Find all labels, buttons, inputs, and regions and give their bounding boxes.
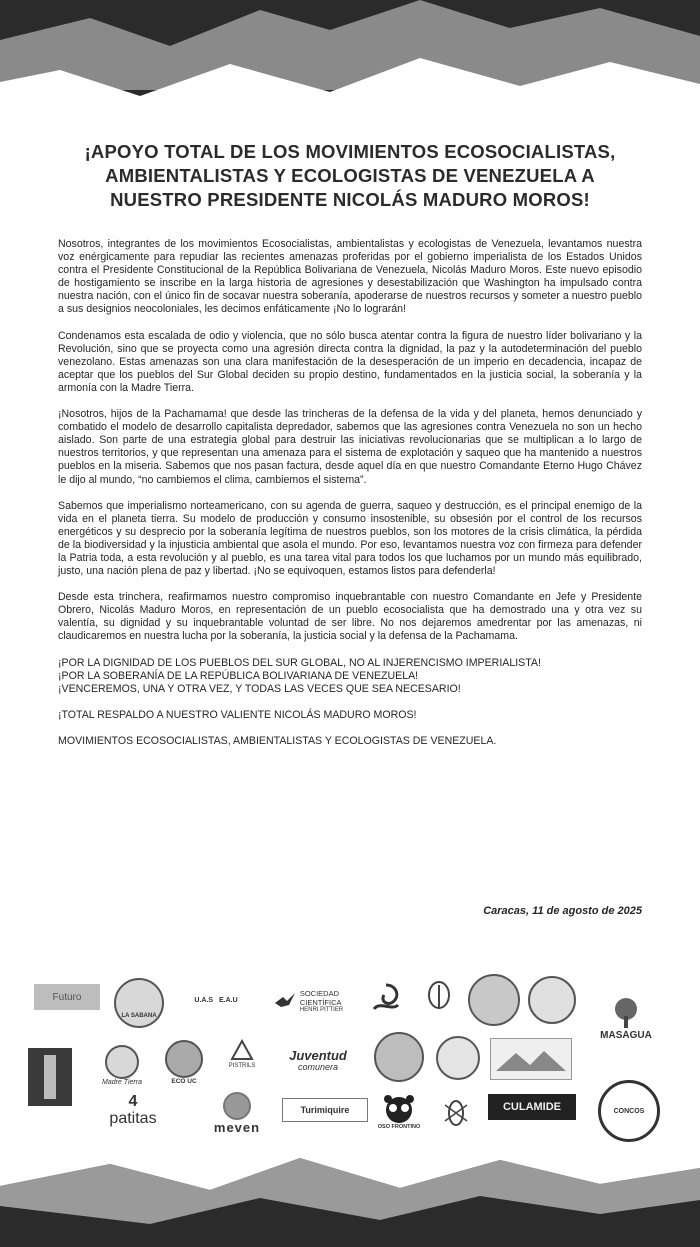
insect-icon (443, 1095, 469, 1129)
madre-tierra-logo (90, 1038, 154, 1092)
round-emblem-logo-1 (468, 974, 520, 1026)
oso-frontino-logo (374, 1086, 424, 1138)
tree-icon (609, 996, 643, 1030)
tower-photo-logo (28, 1048, 72, 1106)
round-emblem-logo-3 (374, 1032, 424, 1082)
concos-text: CONCOS (613, 1107, 645, 1115)
paragraph-4: Sabemos que imperialismo norteamericano, con su agenda de guerra, saqueo y destrucción, es el principal enemigo de la vida en el planeta tierra. Su modelo de producción y consumo insostenible, su obsesión por el control de los recursos energéticos y su desprecio por la soberanía legítima de nuestros pueblos, son los motores de la crisis climática, la pérdida de la biodiversidad y la injusticia ambiental que asola el mundo. Por eso, levantamos nuestra voz con firmeza para defender la Patria toda, a esta revolución y al pueblo, es una tarea vital para todos los que luchamos por un mundo más equilibrado, justo, una nación plena de paz y libertad. ¡No se equivoquen, estamos listos para defenderla! (58, 499, 642, 578)
patitas-text: patitas (109, 1110, 157, 1127)
sociedad-cientifica-logo (258, 982, 358, 1020)
henri-pittier-text: HENRI PITTIER (299, 1007, 344, 1013)
futuro-logo (34, 984, 100, 1010)
document-title (30, 140, 670, 212)
meven-logo (204, 1090, 270, 1136)
turimiquire-logo (282, 1098, 368, 1122)
logo-grid (28, 968, 668, 1148)
slogan-3: ¡VENCEREMOS, UNA Y OTRA VEZ, Y TODAS LAS VECES QUE SEA NECESARIO! (58, 682, 461, 695)
leaf-icon (422, 979, 456, 1019)
title-line-2: AMBIENTALISTAS Y ECOLOGISTAS DE VENEZUELA A (105, 165, 595, 186)
support-line: ¡TOTAL RESPALDO A NUESTRO VALIENTE NICOLÁS MADURO MOROS! (58, 708, 417, 721)
paragraph-3: ¡Nosotros, hijos de la Pachamama! que desde las trincheras de la defensa de la vida y del planeta, hemos denunciado y combatido el modelo de desarrollo capitalista depredador, sabemos que las agresiones contra Venezuela no son un hecho aislado. Son parte de una estrategia global para destruir las iniciativas revolucionarias que se multiplican a lo largo de nuestros territorios, y que representan una amenaza para el sistema de explotación y saqueo que ha mantenido a nuestros pueblos en la miseria. Sabemos que nos pasan factura, desde aquel día en que nuestro Comandante Eterno Hugo Chávez le dijo al mundo, “no cambiemos el clima, cambiemos el sistema”. (58, 408, 642, 486)
round-emblem-logo-4 (436, 1036, 480, 1080)
bird-icon (273, 989, 297, 1013)
juventud-text: Juventud (289, 1047, 347, 1063)
ecouc-emblem (165, 1040, 203, 1078)
insect-logo (436, 1090, 476, 1134)
slogans-block (58, 657, 642, 696)
meven-emblem (223, 1092, 251, 1120)
eau-text: E.A.U (219, 996, 238, 1004)
comunera-text: comunera (297, 1061, 339, 1072)
culamide-logo (488, 1094, 576, 1120)
pistrils-text: PISTRILS (228, 1063, 256, 1069)
paragraph-2: Condenamos esta escalada de odio y violencia, que no sólo busca atentar contra la figura de nuestro líder bolivariano y la Revolución, sino que se proyecta como una agresión directa contra la dignidad, la paz y la autodeterminación del pueblo venezolano. Estas amenazas son una clara manifestación de la desesperación de un imperio en decadencia, incapaz de aceptar que los pueblos del Sur Global deciden su propio destino, fundamentados en la justicia social, la soberanía y la armonía con la Madre Tierra. (58, 329, 642, 394)
la-sabana-text: LA SABANA (121, 1013, 157, 1019)
title-line-1: ¡APOYO TOTAL DE LOS MOVIMIENTOS ECOSOCIALISTAS, (84, 141, 616, 162)
tower-shape (44, 1055, 56, 1099)
sociedad-text: SOCIEDAD (299, 989, 340, 998)
ecouc-text: ECO UC (171, 1077, 197, 1085)
spiral-icon (368, 981, 404, 1017)
document-body (58, 238, 642, 761)
uas-eau-logo (176, 980, 256, 1020)
masagua-text: MASAGUA (600, 1029, 652, 1041)
paragraph-5: Desde esta trinchera, reafirmamos nuestro compromiso inquebrantable con nuestro Comandante en Jefe y Presidente Obrero, Nicolás Maduro Moros, en representación de un pueblo ecosocialista que ha demostrado una y otra vez su valentía, su dignidad y su inquebrantable voluntad de ser libre. No nos dejaremos amedrentar por las amenazas, ni claudicaremos en nuestra lucha por la soberanía, la justicia social y la defensa de la Pachamama. (58, 591, 642, 643)
title-line-3: NUESTRO PRESIDENTE NICOLÁS MADURO MOROS! (110, 189, 590, 210)
juventud-comunera-logo (280, 1044, 356, 1076)
spiral-org-logo (364, 974, 408, 1024)
concos-logo (598, 1080, 660, 1142)
document-date: Caracas, 11 de agosto de 2025 (483, 905, 642, 917)
signature-line: MOVIMIENTOS ECOSOCIALISTAS, AMBIENTALISTAS Y ECOLOGISTAS DE VENEZUELA. (58, 734, 497, 747)
madre-tierra-text: Madre Tierra (101, 1078, 142, 1086)
meven-text: meven (213, 1119, 261, 1135)
uas-text: U.A.S (194, 996, 213, 1004)
slogan-2: ¡POR LA SOBERANÍA DE LA REPÚBLICA BOLIVARIANA DE VENEZUELA! (58, 669, 419, 682)
oso-frontino-text: OSO FRONTINO (377, 1124, 421, 1130)
recycle-icon (228, 1039, 256, 1063)
bear-icon (382, 1094, 416, 1124)
slogan-1: ¡POR LA DIGNIDAD DE LOS PUEBLOS DEL SUR GLOBAL, NO AL INJERENCISMO IMPERIALISTA! (58, 656, 541, 669)
4patitas-logo (96, 1088, 170, 1134)
madre-tierra-emblem (105, 1045, 139, 1079)
turimiquire-text: Turimiquire (300, 1105, 350, 1115)
culamide-text: CULAMIDE (502, 1101, 562, 1113)
mountain-icon (496, 1045, 566, 1073)
leaf-org-logo (418, 974, 460, 1024)
pistrils-logo (216, 1034, 268, 1074)
ecouc-logo (158, 1036, 210, 1088)
paragraph-1: Nosotros, integrantes de los movimientos Ecosocialistas, ambientalistas y ecologistas de Venezuela, levantamos nuestra voz enérgicamente para repudiar las recientes amenazas proferidas por el gobierno imperialista de los Estados Unidos contra el Presidente Constitucional de la República Bolivariana de Venezuela, Nicolás Maduro Moros. Este nuevo episodio de hostigamiento se inscribe en la larga historia de agresiones y desestabilización que Washington ha impulsado contra nuestra nación, con el único fin de socavar nuestra soberanía, apoderarse de nuestros recursos y someter a nuestro pueblo a sus designios neocoloniales, les decimos enfáticamente ¡No lo lograrán! (58, 238, 642, 316)
round-emblem-logo-2 (528, 976, 576, 1024)
cientifica-text: CIENTÍFICA (299, 998, 342, 1007)
landscape-logo (490, 1038, 572, 1080)
masagua-logo (590, 988, 662, 1048)
futuro-logo-text: Futuro (52, 991, 82, 1003)
la-sabana-logo (114, 978, 164, 1028)
patitas-number: 4 (128, 1093, 138, 1110)
